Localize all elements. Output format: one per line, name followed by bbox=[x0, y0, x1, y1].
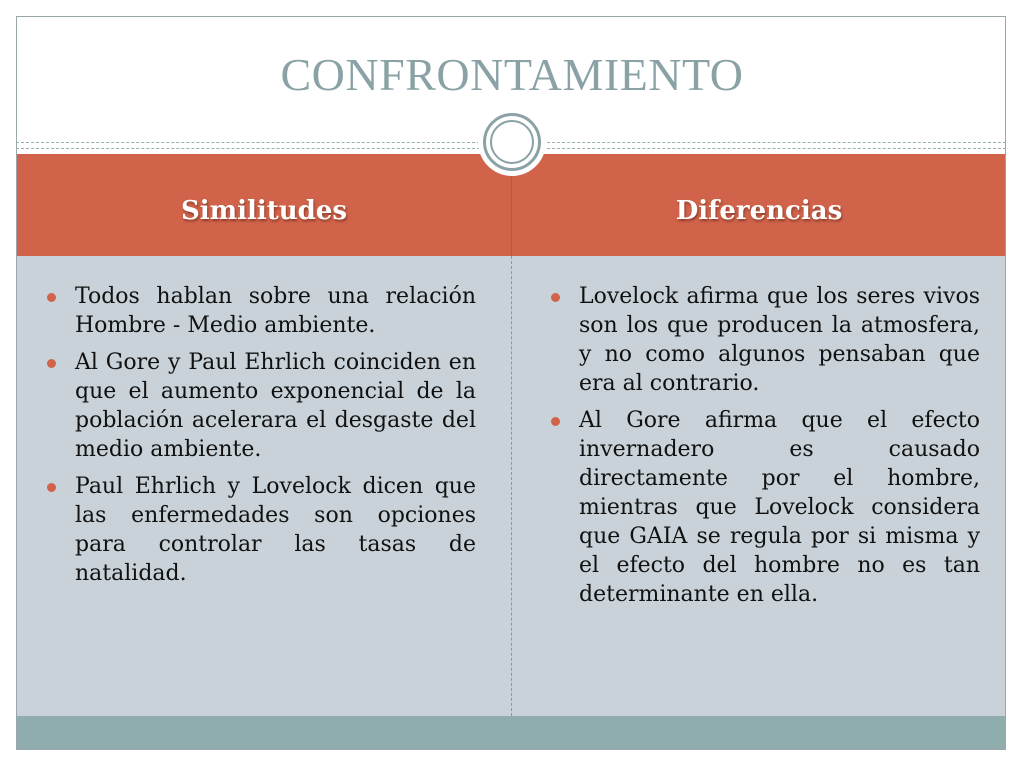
list-item-text: Al Gore afirma que el efecto invernadero es causado directamente por el hombre, mientras que Lovelock considera que GAIA se regula por si misma y el efecto del hombre no es tan determinante en ella. bbox=[579, 408, 980, 607]
header-similitudes: Similitudes bbox=[180, 196, 348, 226]
list-item-text: Todos hablan sobre una relación Hombre - Medio ambiente. bbox=[75, 284, 476, 338]
list-item-text: Paul Ehrlich y Lovelock dicen que las enfermedades son opciones para controlar las tasas de natalidad. bbox=[75, 474, 476, 586]
dot-bullet-icon bbox=[47, 483, 56, 492]
diferencias-list bbox=[548, 282, 980, 617]
slide-title: CONFRONTAMIENTO bbox=[280, 49, 744, 100]
dot-bullet-icon bbox=[47, 359, 56, 368]
dot-bullet-icon bbox=[551, 417, 560, 426]
similitudes-list bbox=[44, 282, 476, 596]
list-item bbox=[44, 472, 476, 588]
list-item bbox=[548, 406, 980, 609]
list-item-text: Lovelock afirma que los seres vivos son los que producen la atmosfera, y no como algunos pensaban que era al contrario. bbox=[579, 284, 980, 396]
dot-bullet-icon bbox=[551, 293, 560, 302]
dot-bullet-icon bbox=[47, 293, 56, 302]
body-column-divider bbox=[511, 256, 512, 716]
list-item-text: Al Gore y Paul Ehrlich coinciden en que el aumento exponencial de la población acelerara el desgaste del medio ambiente. bbox=[75, 350, 476, 462]
list-item bbox=[548, 282, 980, 398]
header-diferencias: Diferencias bbox=[675, 196, 843, 226]
list-item bbox=[44, 282, 476, 340]
footer-band bbox=[17, 716, 1005, 749]
circle-ring-inner bbox=[490, 120, 534, 164]
list-item bbox=[44, 348, 476, 464]
